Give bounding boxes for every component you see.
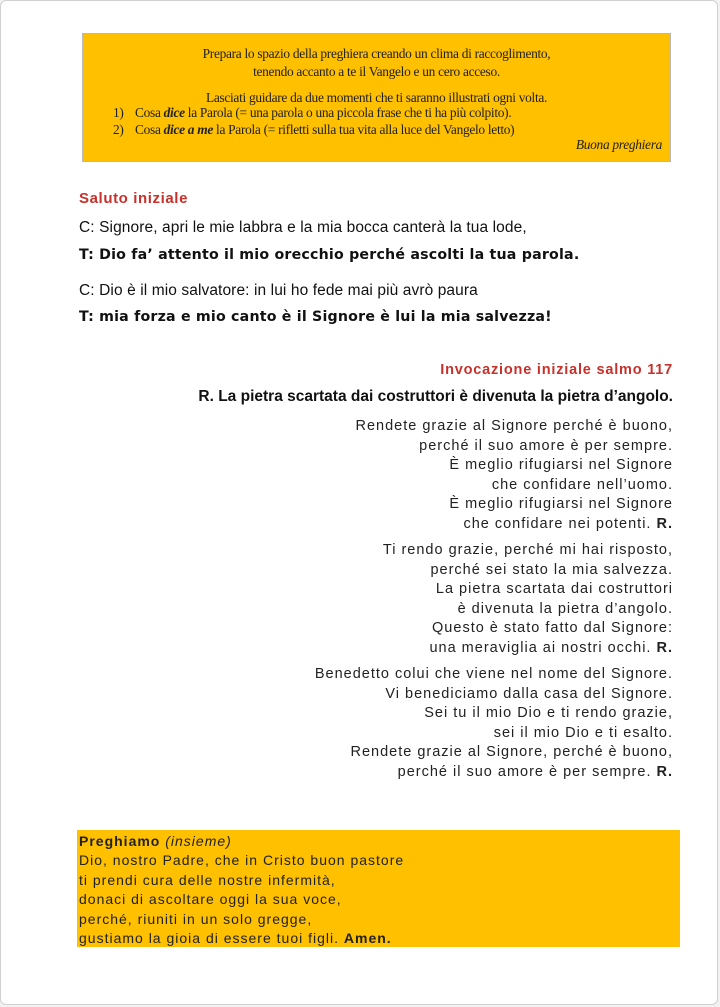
prayer-line-last [79, 929, 680, 948]
step-number: 1) [113, 105, 124, 120]
psalm-line-last [356, 515, 674, 535]
intro-line-1: Prepara lo spazio della preghiera creando un clima di raccoglimento, [202, 46, 551, 61]
psalm-line: perché sei stato la mia salvezza. [430, 561, 673, 578]
psalm-stanza-2 [383, 541, 673, 659]
psalm-line-text: una meraviglia ai nostri occhi. [429, 639, 652, 656]
psalm-stanza-3 [315, 665, 673, 783]
psalm-line: Rendete grazie al Signore perché è buono, [355, 418, 673, 434]
psalm-line: La pietra scartata dai costruttori [435, 581, 673, 598]
psalm-line: è divenuta la pietra d’angolo. [457, 600, 673, 617]
saluto-verse-celebrant: C: Signore, apri le mie labbra e la mia bocca canterà la tua lode, [79, 219, 527, 236]
step-emphasis: dice a me [163, 122, 213, 137]
invocazione-heading: Invocazione iniziale salmo 117 [440, 362, 673, 378]
prayer-line-text: gustiamo la gioia di essere tuoi figli. [79, 930, 340, 947]
saluto-verse-all: T: mia forza e mio canto è il Signore è lui la mia salvezza! [79, 309, 552, 325]
prayer-line: perché, riuniti in un solo gregge, [79, 910, 313, 927]
intro-step-2 [113, 121, 514, 138]
closing-prayer-box [77, 830, 680, 947]
prayer-line: ti prendi cura delle nostre infermità, [79, 871, 336, 888]
saluto-verse-celebrant: C: Dio è il mio salvatore: in lui ho fede mai più avrò paura [79, 282, 478, 299]
psalm-stanza-1 [356, 417, 674, 535]
step-text-pre: Cosa [135, 122, 164, 137]
psalm-line-last [383, 639, 673, 659]
psalm-line: Vi benediciamo dalla casa del Signore. [385, 685, 673, 702]
psalm-line: Rendete grazie al Signore, perché è buono, [350, 744, 673, 761]
saluto-verse-all: T: Dio fa’ attento il mio orecchio perché ascolti la tua parola. [79, 247, 580, 263]
psalm-line: Ti rendo grazie, perché mi hai risposto, [382, 542, 673, 558]
prayer-subtitle: (insieme) [165, 833, 232, 849]
step-emphasis: dice [163, 105, 185, 120]
intro-step-1 [113, 104, 511, 121]
psalm-line: Questo è stato fatto dal Signore: [432, 620, 673, 637]
saluto-heading: Saluto iniziale [79, 190, 189, 207]
psalm-line: Benedetto colui che viene nel nome del Signore. [314, 666, 673, 682]
intro-instructions-box [82, 33, 671, 162]
psalm-line-text: perché il suo amore è per sempre. [397, 763, 652, 780]
psalm-refrain: R. La pietra scartata dai costruttori è divenuta la pietra d’angolo. [198, 388, 673, 405]
response-mark: R. [656, 515, 673, 532]
response-mark: R. [656, 763, 673, 780]
psalm-line-last [315, 763, 673, 783]
step-text-pre: Cosa [135, 105, 164, 120]
prayer-heading [79, 832, 680, 851]
prayer-line: Dio, nostro Padre, che in Cristo buon pastore [79, 852, 405, 869]
response-mark: R. [656, 639, 673, 656]
psalm-line: È meglio rifugiarsi nel Signore [449, 457, 673, 474]
psalm-line: perché il suo amore è per sempre. [419, 437, 673, 454]
intro-signoff: Buona preghiera [575, 137, 662, 152]
psalm-line: che confidare nell’uomo. [491, 476, 673, 493]
prayer-line: donaci di ascoltare oggi la sua voce, [79, 891, 342, 908]
psalm-line: Sei tu il mio Dio e ti rendo grazie, [424, 705, 673, 722]
prayer-title: Preghiamo [79, 833, 161, 849]
intro-line-3: Lasciati guidare da due momenti che ti saranno illustrati ogni volta. [205, 90, 548, 105]
step-number: 2) [113, 122, 124, 137]
psalm-line: È meglio rifugiarsi nel Signore [449, 496, 673, 513]
step-text-post: la Parola (= una parola o una piccola frase che ti ha più colpito). [184, 105, 512, 120]
intro-line-2: tenendo accanto a te il Vangelo e un cero acceso. [253, 64, 500, 79]
step-text-post: la Parola (= rifletti sulla tua vita alla luce del Vangelo letto) [213, 122, 515, 137]
amen: Amen. [343, 930, 392, 947]
psalm-line-text: che confidare nei potenti. [463, 515, 652, 532]
psalm-line: sei il mio Dio e ti esalto. [493, 724, 673, 741]
